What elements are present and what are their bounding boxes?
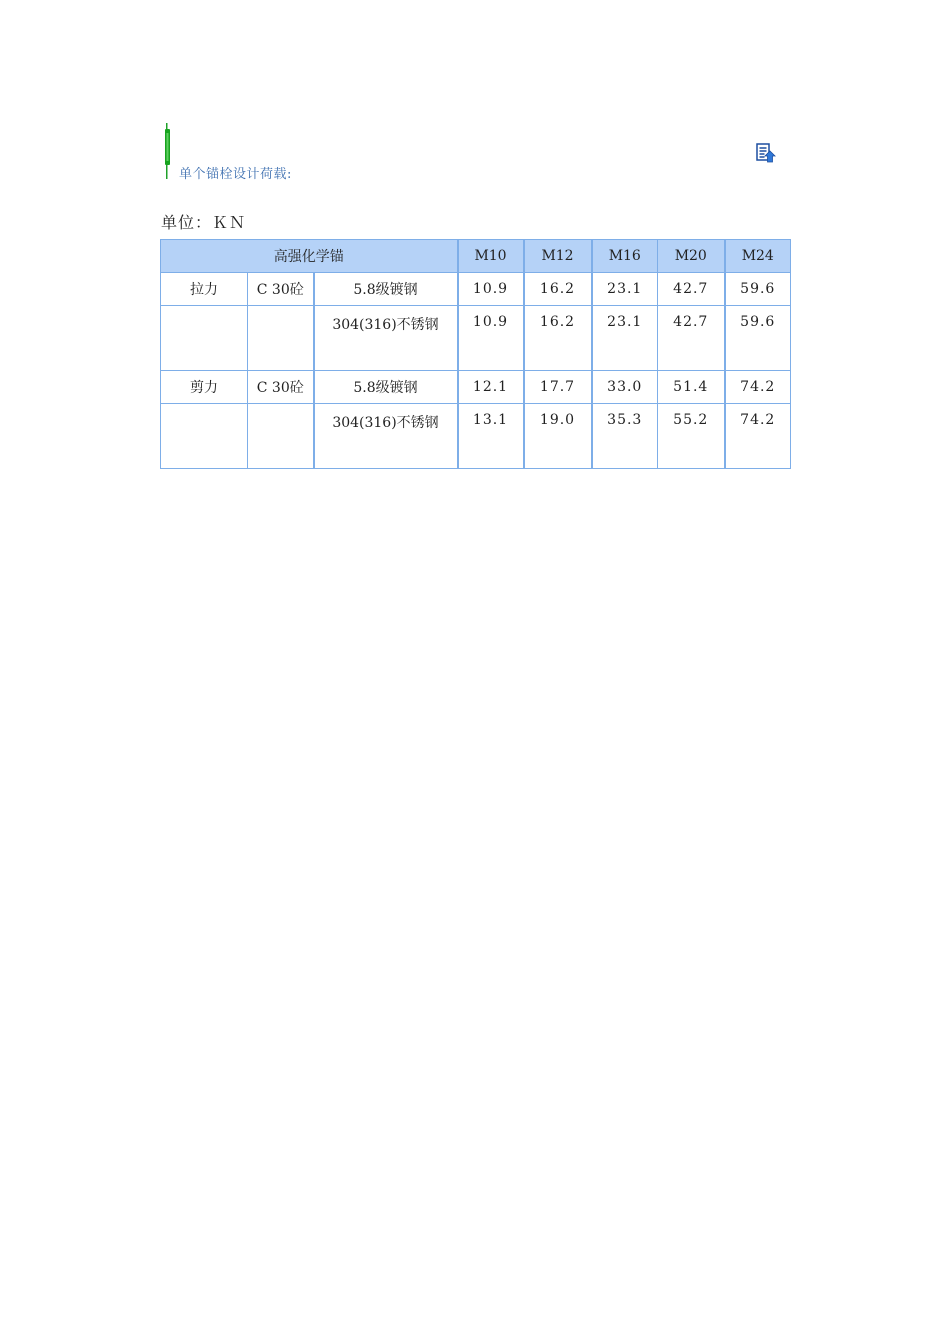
value-cell: 33.0 [592, 371, 658, 404]
table-header-row [161, 240, 791, 273]
value-cell: 51.4 [658, 371, 725, 404]
material-cell: 5.8级镀钢 [314, 371, 458, 404]
value-cell: 55.2 [658, 404, 725, 469]
load-type-cell: 剪力 [161, 371, 248, 404]
material-cell: 304(316)不锈钢 [314, 404, 458, 469]
value-cell: 16.2 [524, 306, 592, 371]
value-cell: 23.1 [592, 273, 658, 306]
section-title: 单个锚栓设计荷载: [179, 167, 292, 182]
table-row [161, 306, 791, 371]
document-export-icon[interactable] [755, 142, 777, 164]
header-group-label: 高强化学锚 [161, 240, 458, 273]
value-cell: 23.1 [592, 306, 658, 371]
material-cell: 5.8级镀钢 [314, 273, 458, 306]
value-cell: 10.9 [458, 273, 524, 306]
value-cell: 10.9 [458, 306, 524, 371]
header-size-m24: M24 [725, 240, 791, 273]
value-cell: 42.7 [658, 306, 725, 371]
concrete-grade-cell: C 30砼 [248, 371, 314, 404]
value-cell: 13.1 [458, 404, 524, 469]
load-type-cell [161, 306, 248, 371]
value-cell: 17.7 [524, 371, 592, 404]
table-row [161, 273, 791, 306]
concrete-grade-cell [248, 404, 314, 469]
table-row [161, 404, 791, 469]
material-cell: 304(316)不锈钢 [314, 306, 458, 371]
header-size-m20: M20 [658, 240, 725, 273]
concrete-grade-cell [248, 306, 314, 371]
value-cell: 12.1 [458, 371, 524, 404]
value-cell: 74.2 [725, 404, 791, 469]
value-cell: 59.6 [725, 306, 791, 371]
header-size-m10: M10 [458, 240, 524, 273]
unit-label: 单位：ＫＮ [161, 213, 247, 232]
concrete-grade-cell: C 30砼 [248, 273, 314, 306]
section-marker [164, 123, 172, 179]
value-cell: 74.2 [725, 371, 791, 404]
load-type-cell [161, 404, 248, 469]
value-cell: 59.6 [725, 273, 791, 306]
header-size-m12: M12 [524, 240, 592, 273]
value-cell: 16.2 [524, 273, 592, 306]
table-row [161, 371, 791, 404]
load-type-cell: 拉力 [161, 273, 248, 306]
value-cell: 35.3 [592, 404, 658, 469]
value-cell: 19.0 [524, 404, 592, 469]
header-size-m16: M16 [592, 240, 658, 273]
value-cell: 42.7 [658, 273, 725, 306]
anchor-load-table [160, 239, 791, 469]
